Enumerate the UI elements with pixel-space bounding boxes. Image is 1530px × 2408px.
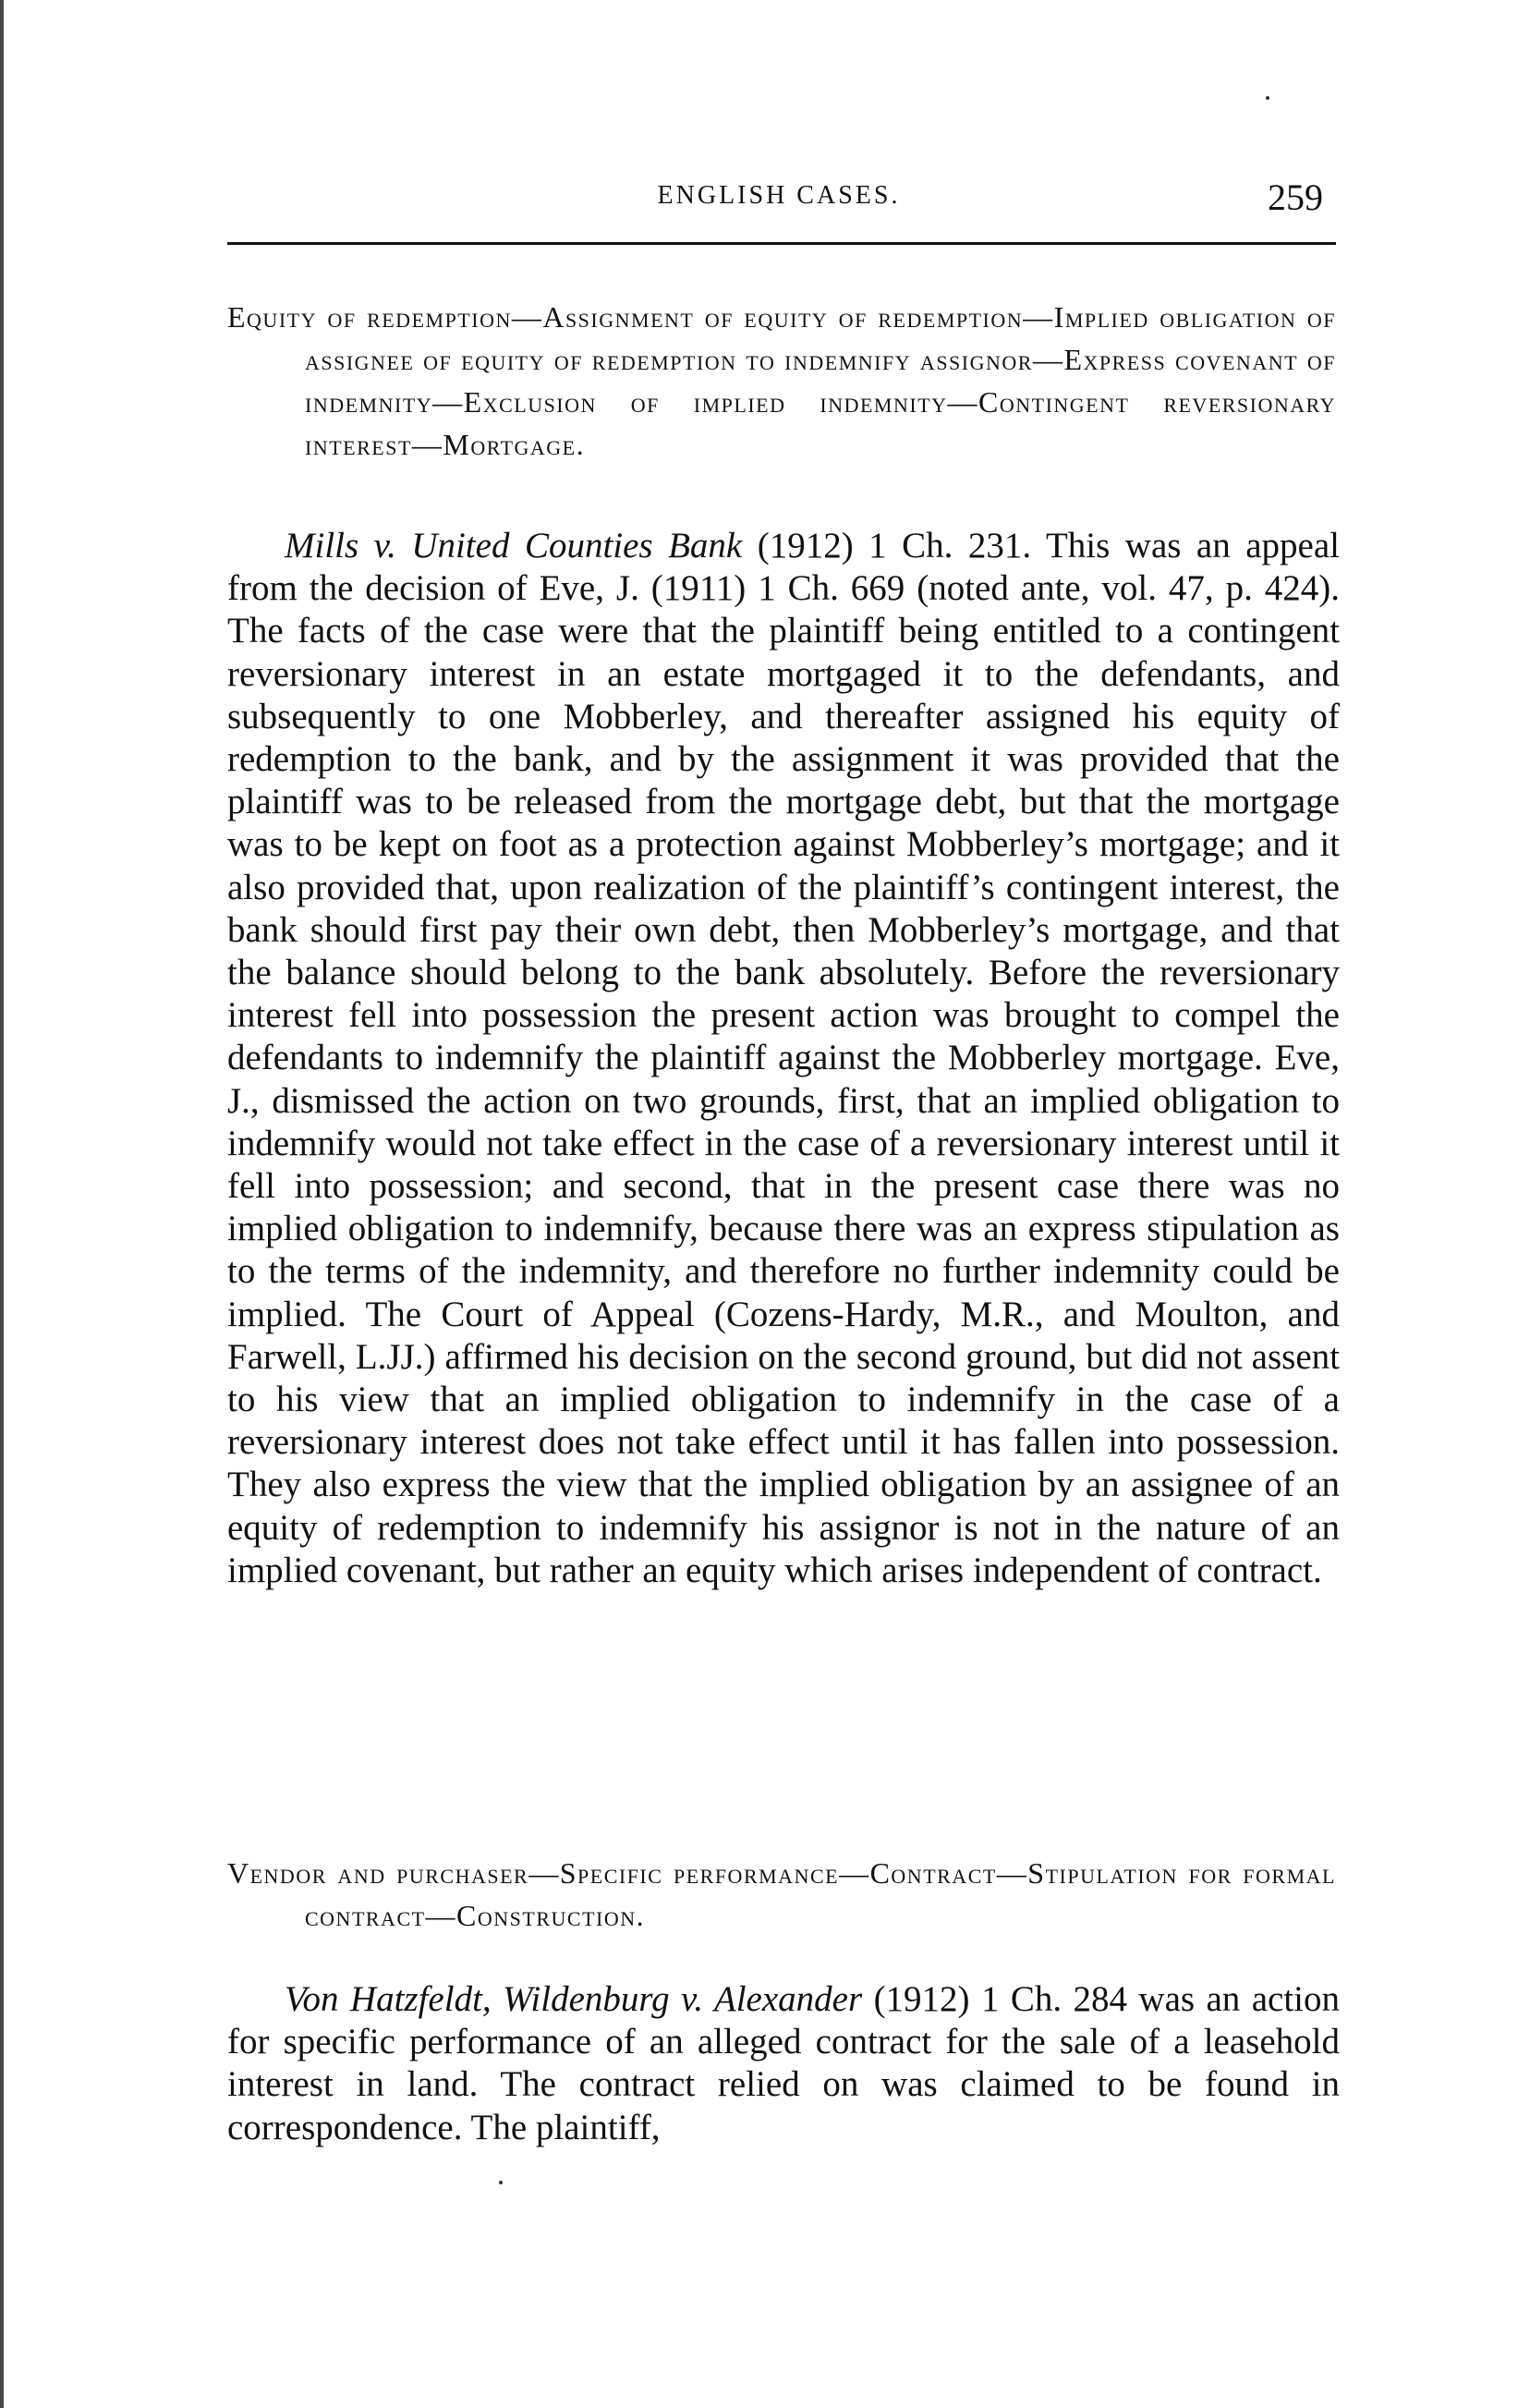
scan-speck — [499, 2181, 503, 2184]
header-rule — [227, 242, 1336, 245]
case-note-body — [227, 1978, 1340, 2149]
page-number: 259 — [1268, 176, 1323, 218]
scan-page-edge — [0, 0, 4, 2408]
running-header-title: ENGLISH CASES. — [657, 181, 901, 210]
case-note-text: (1912) 1 Ch. 231. This was an appeal from the decision of Eve, J. (1911) 1 Ch. 669 (noted ante, vol. 47, p. 424). The facts of the case were that the plaintiff being entitled to a contingent reversionary interest in an estate mortgaged it to the defendants, and subsequently to one Mobberley, and thereafter assigned his equity of redemption to the bank, and by the assignment it was provided that the plaintiff was to be released from the mortgage debt, but that the mortgage was to be kept on foot as a protection against Mobberley’s mortgage; and it also provided that, upon realization of the plaintiff’s contingent interest, the bank should first pay their own debt, then Mobberley’s mortgage, and that the balance should belong to the bank absolutely. Before the reversionary interest fell into possession the present action was brought to compel the defendants to indemnify the plaintiff against the Mobberley mortgage. Eve, J., dismissed the action on two grounds, first, that an implied obligation to indemnify would not take effect in the case of a reversionary interest until it fell into possession; and second, that in the present case there was no implied obligation to indemnify, because there was an express stipulation as to the terms of the indemnity, and therefore no further indemnity could be implied. The Court of Appeal (Cozens-Hardy, M.R., and Moulton, and Farwell, L.JJ.) affirmed his decision on the second ground, but did not assent to his view that an implied obligation to indemnify in the case of a reversionary interest does not take effect until it has fallen into possession. They also express the view that the implied obligation by an assignee of an equity of redemption to indemnify his assignor is not in the nature of an implied covenant, but rather an equity which arises independent of contract. — [227, 526, 1340, 1590]
scan-speck — [1266, 96, 1269, 100]
case-note-text: (1912) 1 Ch. 284 was an action for specific performance of an alleged contract for the sale of a leasehold interest in land. The contract relied on was claimed to be found in correspondence. The plaintiff, — [227, 1979, 1340, 2147]
case-name: Von Hatzfeldt, Wildenburg v. Alexander — [285, 1979, 863, 2019]
case-name: Mills v. United Counties Bank — [285, 526, 743, 566]
case-note-heading: Vendor and purchaser—Specific performance—Contract—Stipulation for formal contract—Construction. — [227, 1856, 1336, 1932]
case-note-body — [227, 525, 1340, 1592]
case-note-heading: Equity of redemption—Assignment of equity of redemption—Implied obligation of assignee of equity of redemption to indemnify assignor—Express covenant of indemnity—Exclusion of implied indemnity—Contingent reversionary interest—Mortgage. — [227, 300, 1336, 461]
